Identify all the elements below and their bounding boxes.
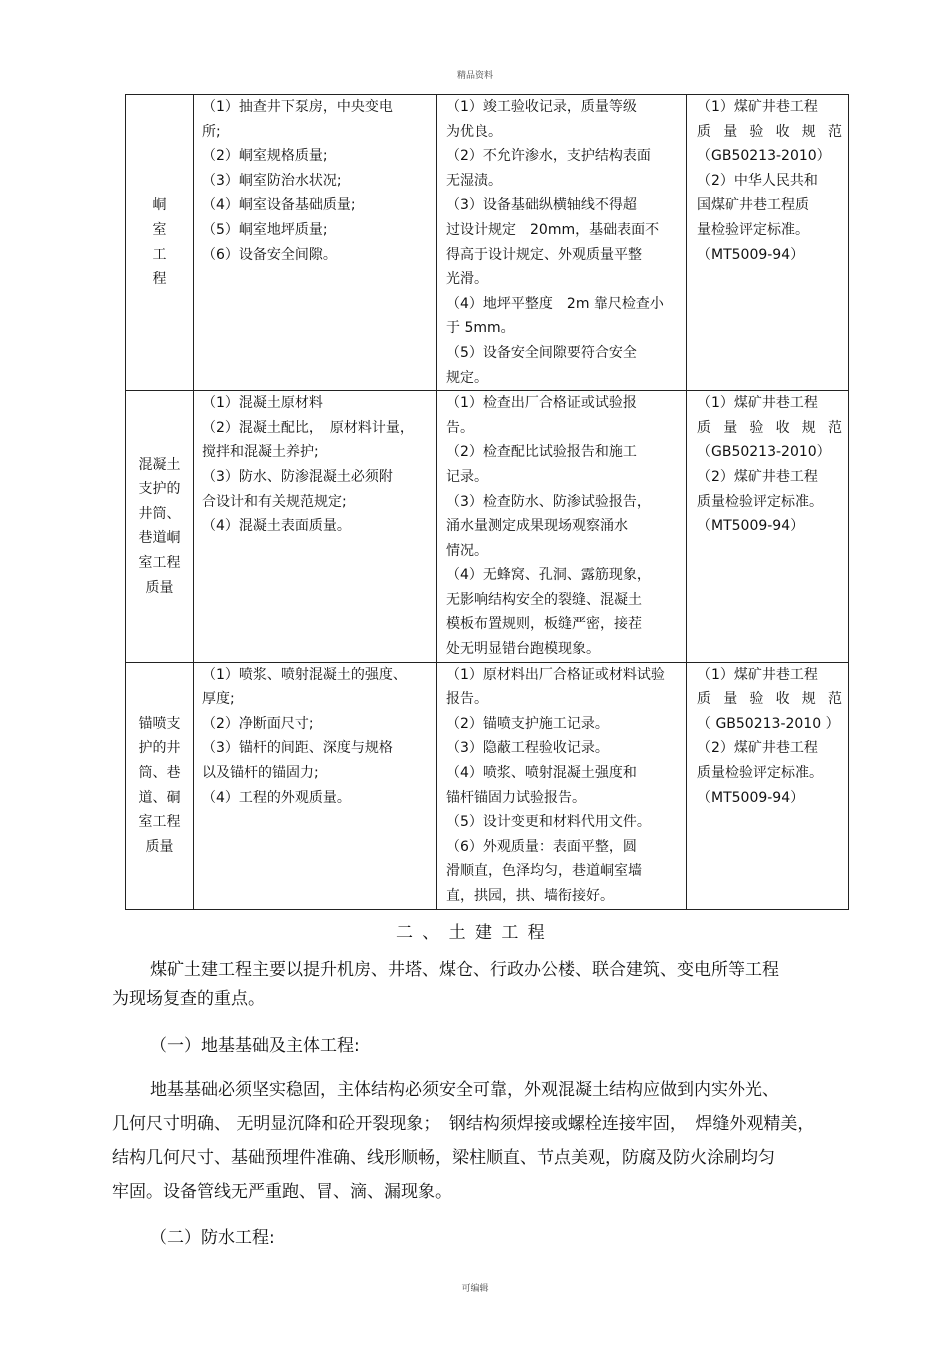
requirements-cell-line: 于 5mm。 [446, 320, 515, 337]
inspection-items-cell-line: 合设计和有关规范规定; [202, 493, 347, 510]
standards-cell-line: （1）煤矿井巷工程 [697, 395, 818, 412]
sub1-line-3: 结构几何尺寸、基础预埋件准确、线形顺畅，梁柱顺直、节点美观，防腐及防火涂刷均匀 [112, 1148, 775, 1168]
requirements-cell-line: 得高于设计规定、外观质量平整 [446, 246, 642, 263]
section-title: 二、土建工程 [395, 923, 555, 943]
quality-inspection-table [125, 94, 849, 910]
inspection-items-cell-line: （1）混凝土原材料 [202, 395, 323, 412]
standards-cell-line: （GB50213-2010） [697, 148, 831, 165]
inspection-items-cell-line: 所; [202, 123, 221, 140]
inspection-items-cell-line: （4）峒室设备基础质量; [202, 197, 356, 214]
inspection-items-cell-line: （2）峒室规格质量; [202, 148, 328, 165]
sub1-line-4: 牢固。设备管线无严重跑、冒、滴、漏现象。 [112, 1182, 452, 1202]
category-text: 混凝土 [138, 456, 181, 473]
inspection-items-cell [194, 662, 437, 909]
inspection-items-cell-line: （4）混凝土表面质量。 [202, 518, 351, 535]
category-text: 锚喷支 [138, 715, 181, 732]
requirements-cell [437, 391, 687, 663]
category-cell [126, 662, 194, 909]
standards-cell-line: 量检验评定标准。 [697, 221, 809, 238]
footer-watermark: 可编辑 [461, 1284, 489, 1294]
standards-cell-line: 质量验收规范 [697, 691, 842, 708]
requirements-cell-line: 滑顺直，色泽均匀，巷道峒室墙 [446, 863, 642, 880]
table-row [126, 391, 849, 663]
inspection-items-cell-line: （1）喷浆、喷射混凝土的强度、 [202, 666, 407, 683]
requirements-cell-line: （4）地坪平整度 2m 靠尺检查小 [446, 295, 664, 312]
requirements-cell-line: 光滑。 [446, 271, 488, 288]
inspection-items-cell-line: （4）工程的外观质量。 [202, 789, 351, 806]
standards-cell-line: （2）煤矿井巷工程 [697, 468, 818, 485]
requirements-cell-line: 涌水量测定成果现场观察涌水 [446, 518, 628, 535]
requirements-cell-line: 告。 [446, 419, 474, 436]
requirements-cell-line: 锚杆锚固力试验报告。 [446, 789, 586, 806]
requirements-cell-line: （1）检查出厂合格证或试验报 [446, 395, 637, 412]
requirements-cell-line: 记录。 [446, 468, 488, 485]
inspection-items-cell-line: （3）锚杆的间距、深度与规格 [202, 740, 393, 757]
header-watermark: 精品资料 [456, 71, 493, 81]
category-cell [126, 95, 194, 391]
inspection-items-cell-line: （3）防水、防渗混凝土必须附 [202, 468, 393, 485]
standards-cell-line: （1）煤矿井巷工程 [697, 99, 818, 115]
standards-cell-line: 国煤矿井巷工程质 [697, 197, 809, 214]
requirements-cell-line: 为优良。 [446, 123, 502, 140]
inspection-items-cell-line: 以及锚杆的锚固力; [202, 765, 319, 782]
inspection-items-cell-line: （2）净断面尺寸; [202, 715, 314, 732]
requirements-cell-line: 情况。 [446, 542, 488, 559]
category-text: 程 [152, 271, 167, 288]
standards-cell-line: 质量检验评定标准。 [697, 765, 823, 782]
subsection-2-heading: （二）防水工程: [150, 1228, 275, 1248]
requirements-cell-line: （2）锚喷支护施工记录。 [446, 715, 609, 732]
requirements-cell-line: 模板布置规则，板缝严密，接茬 [446, 616, 642, 633]
standards-cell-line: （1）煤矿井巷工程 [697, 666, 818, 683]
standards-cell-line: （2）煤矿井巷工程 [697, 740, 818, 757]
category-text: 质量 [145, 838, 174, 855]
standards-cell [687, 391, 849, 663]
standards-cell-line: （ GB50213-2010 ） [697, 715, 840, 732]
requirements-cell-line: （3）设备基础纵横轴线不得超 [446, 197, 637, 214]
inspection-items-cell-line: 厚度; [202, 691, 235, 708]
category-text: 筒、巷 [138, 765, 181, 782]
requirements-cell-line: （1）原材料出厂合格证或材料试验 [446, 666, 665, 683]
standards-cell-line: （MT5009-94） [697, 246, 805, 263]
inspection-items-cell-line: （3）峒室防治水状况; [202, 172, 342, 189]
sub1-line-2: 几何尺寸明确、 无明显沉降和砼开裂现象； 钢结构须焊接或螺栓连接牢固， 焊缝外观精美， [112, 1114, 815, 1134]
inspection-items-cell-line: （1）抽查井下泵房，中央变电 [202, 99, 393, 115]
standards-cell-line: 质量检验评定标准。 [697, 493, 823, 510]
inspection-items-cell-line: （5）峒室地坪质量; [202, 221, 328, 238]
requirements-cell-line: （3）隐蔽工程验收记录。 [446, 740, 609, 757]
sub1-line-1: 地基基础必须坚实稳固，主体结构必须安全可靠，外观混凝土结构应做到内实外光、 [150, 1080, 779, 1100]
standards-cell-line: （MT5009-94） [697, 518, 805, 535]
requirements-cell-line: 无影响结构安全的裂缝、混凝土 [446, 591, 642, 608]
intro-paragraph [112, 956, 852, 1014]
inspection-items-cell [194, 391, 437, 663]
category-text: 巷道峒 [138, 530, 181, 547]
standards-cell-line: 质量验收规范 [697, 419, 842, 436]
requirements-cell-line: 过设计规定 20mm，基础表面不 [446, 221, 660, 238]
intro-line-2: 为现场复查的重点。 [112, 989, 265, 1009]
requirements-cell-line: （5）设备安全间隙要符合安全 [446, 344, 637, 361]
subsection-1-heading: （一）地基基础及主体工程: [150, 1036, 360, 1056]
table-row [126, 662, 849, 909]
requirements-cell-line: 报告。 [446, 691, 488, 708]
category-text: 室工程 [138, 554, 181, 571]
inspection-items-cell-line: 搅拌和混凝土养护; [202, 444, 319, 461]
category-text: 支护的 [138, 481, 181, 498]
requirements-cell-line: （4）喷浆、喷射混凝土强度和 [446, 765, 637, 782]
standards-cell [687, 95, 849, 391]
standards-cell-line: （2）中华人民共和 [697, 172, 818, 189]
requirements-cell-line: （2）检查配比试验报告和施工 [446, 444, 637, 461]
category-cell [126, 391, 194, 663]
category-text: 井筒、 [138, 505, 181, 522]
requirements-cell-line: 处无明显错台跑模现象。 [446, 641, 600, 658]
requirements-cell-line: 直，拱园，拱、墙衔接好。 [446, 888, 614, 904]
category-text: 护的井 [138, 740, 181, 757]
requirements-cell-line: （6）外观质量：表面平整，圆 [446, 838, 637, 855]
category-text: 工 [152, 246, 167, 263]
requirements-cell-line: （5）设计变更和材料代用文件。 [446, 814, 651, 831]
requirements-cell-line: （1）竣工验收记录，质量等级 [446, 99, 637, 115]
category-text: 质量 [145, 579, 174, 596]
category-text: 室工程 [138, 814, 181, 831]
requirements-cell-line: （4）无蜂窝、孔洞、露筋现象， [446, 567, 651, 584]
intro-line-1: 煤矿土建工程主要以提升机房、井塔、煤仓、行政办公楼、联合建筑、变电所等工程 [150, 960, 779, 980]
requirements-cell-line: （3）检查防水、防渗试验报告， [446, 493, 651, 510]
requirements-cell [437, 95, 687, 391]
requirements-cell-line: （2）不允许渗水，支护结构表面 [446, 148, 651, 165]
inspection-items-cell-line: （6）设备安全间隙。 [202, 246, 337, 263]
requirements-cell [437, 662, 687, 909]
standards-cell-line: 质量验收规范 [697, 123, 842, 140]
category-text: 室 [152, 221, 167, 238]
standards-cell [687, 662, 849, 909]
inspection-items-cell-line: （2）混凝土配比， 原材料计量， [202, 419, 414, 436]
table-row [126, 95, 849, 391]
requirements-cell-line: 无湿渍。 [446, 172, 502, 189]
category-text: 峒 [152, 197, 167, 214]
inspection-items-cell [194, 95, 437, 391]
category-text: 道、硐 [138, 789, 181, 806]
standards-cell-line: （MT5009-94） [697, 789, 805, 806]
standards-cell-line: （GB50213-2010） [697, 444, 831, 461]
subsection-1-paragraph [112, 1073, 862, 1209]
requirements-cell-line: 规定。 [446, 369, 488, 386]
